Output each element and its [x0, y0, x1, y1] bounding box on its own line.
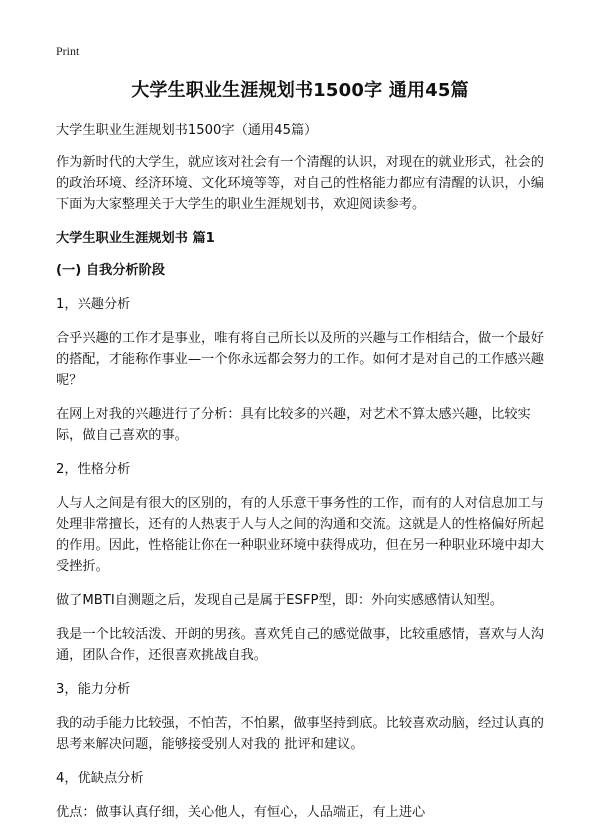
interest-paragraph-1: 合乎兴趣的工作才是事业，唯有将自己所长以及所的兴趣与工作相结合，做一个最好的搭配，才能称作事业—一个你永远都会努力的工作。如何才是对自己的工作感兴趣呢？ — [56, 331, 544, 388]
ability-heading: 3，能力分析 — [56, 682, 131, 697]
personality-heading: 2，性格分析 — [56, 462, 131, 477]
article-subtitle: 大学生职业生涯规划书1500字（通用45篇） — [56, 123, 318, 138]
personality-paragraph-2: 做了MBTI自测题之后，发现自己是属于ESFP型，即：外向实感感情认知型。 — [56, 593, 504, 608]
article-body — [56, 120, 552, 836]
strengths-heading: 4，优缺点分析 — [56, 771, 144, 786]
strengths-paragraph: 优点：做事认真仔细，关心他人，有恒心，人品端正，有上进心 — [56, 805, 426, 820]
page-title: 大学生职业生涯规划书1500字 通用45篇 — [131, 80, 469, 101]
interest-heading: 1，兴趣分析 — [56, 297, 131, 312]
intro-paragraph: 作为新时代的大学生，就应该对社会有一个清醒的认识，对现在的就业形式，社会的的政治环境、经济环境、文化环境等等，对自己的性格能力都应有清醒的认识，小编下面为大家整理关于大学生的职业生涯规划书，欢迎阅读参考。 — [56, 155, 544, 212]
interest-paragraph-2: 在网上对我的兴趣进行了分析：具有比较多的兴趣，对艺术不算太感兴趣，比较实际，做自己喜欢的事。 — [56, 407, 531, 443]
section-heading: 大学生职业生涯规划书 篇1 — [56, 231, 215, 246]
personality-paragraph-1: 人与人之间是有很大的区别的，有的人乐意干事务性的工作，而有的人对信息加工与处理非常擅长，还有的人热衷于人与人之间的沟通和交流。这就是人的性格偏好所起的作用。因此，性格能让你在一种职业环境中获得成功，但在另一种职业环境中却大受挫折。 — [56, 496, 544, 574]
print-link[interactable]: Print — [56, 44, 80, 58]
ability-paragraph: 我的动手能力比较强，不怕苦，不怕累，做事坚持到底。比较喜欢动脑，经过认真的思考来解决问题，能够接受别人对我的 批评和建议。 — [56, 716, 544, 752]
personality-paragraph-3: 我是一个比较活泼、开朗的男孩。喜欢凭自己的感觉做事，比较重感情，喜欢与人沟通，团队合作，还很喜欢挑战自我。 — [56, 627, 544, 663]
part-heading: (一) 自我分析阶段 — [56, 263, 165, 278]
